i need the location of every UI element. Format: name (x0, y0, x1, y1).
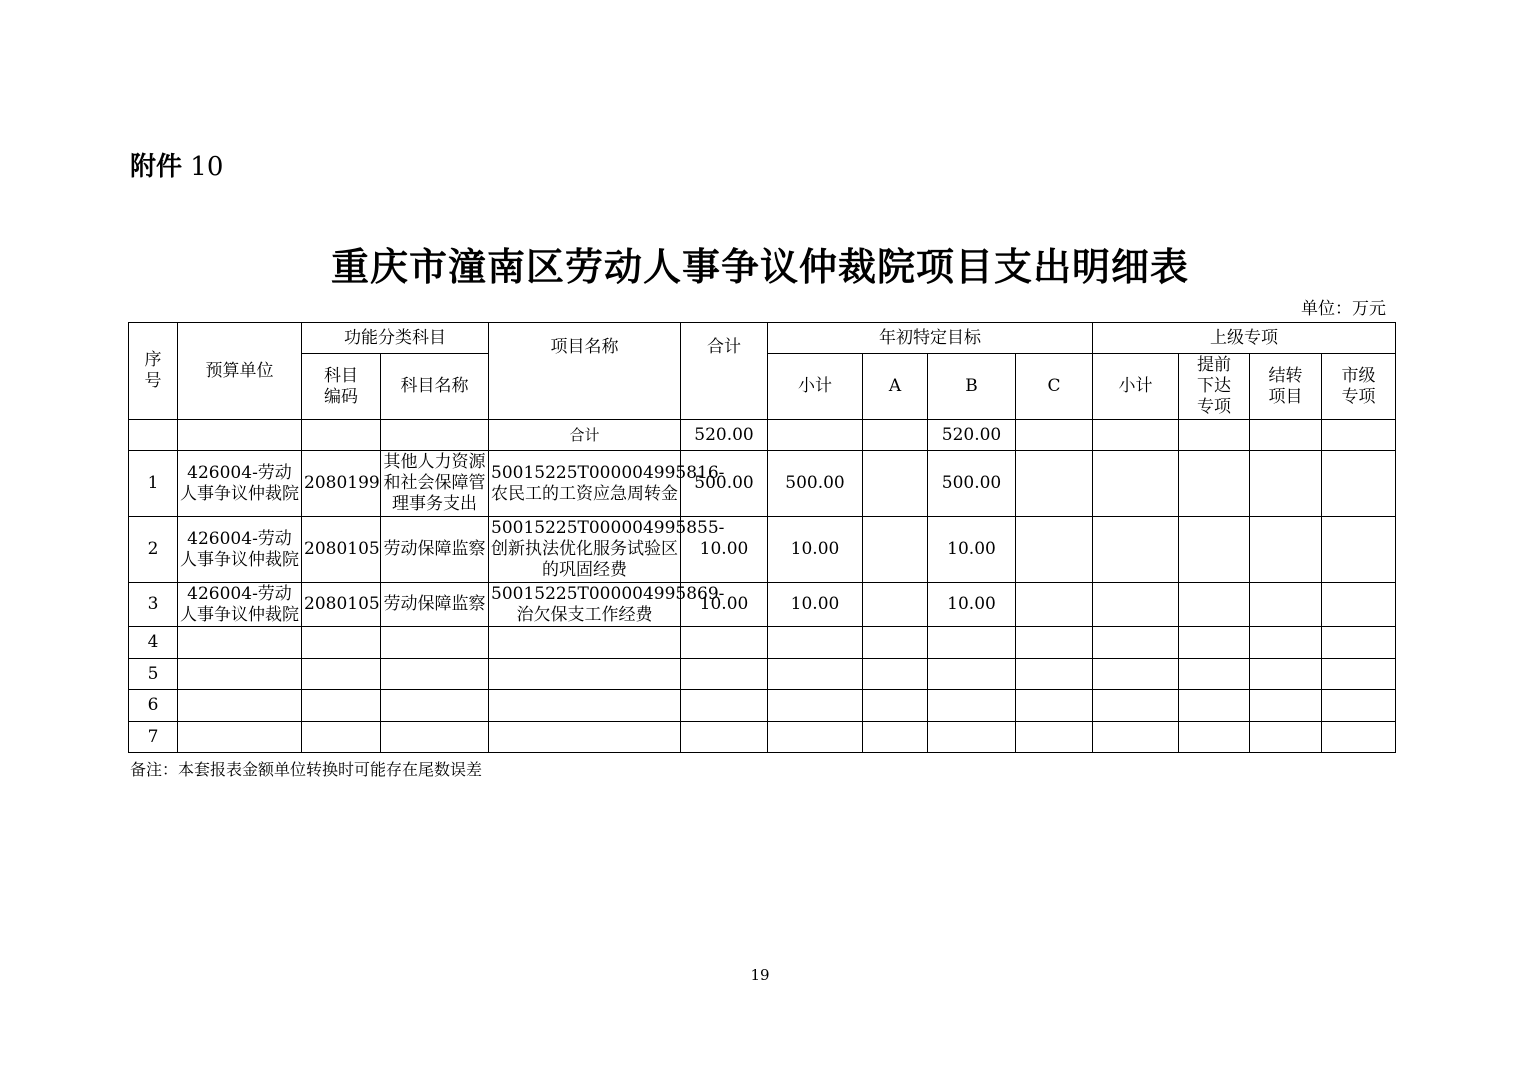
empty-row (129, 690, 1396, 722)
row-code: 2080105 (302, 517, 381, 583)
row-seq: 1 (129, 451, 178, 517)
row-unit: 426004-劳动人事争议仲裁院 (178, 451, 302, 517)
row-unit: 426004-劳动人事争议仲裁院 (178, 517, 302, 583)
header-carryover: 结转项目 (1250, 354, 1322, 420)
empty-row (129, 722, 1396, 753)
header-year-subtotal: 小计 (768, 354, 863, 420)
header-seq: 序号 (129, 323, 178, 420)
row-subject: 劳动保障监察 (381, 583, 489, 627)
row-seq: 5 (129, 659, 178, 690)
row-total: 10.00 (681, 517, 768, 583)
header-project-name: 项目名称 (489, 323, 681, 420)
header-city: 市级专项 (1322, 354, 1396, 420)
row-b: 10.00 (928, 517, 1016, 583)
page-number: 19 (750, 966, 770, 984)
row-seq: 2 (129, 517, 178, 583)
row-project: 50015225T000004995869-治欠保支工作经费 (489, 583, 681, 627)
row-subtotal: 10.00 (768, 583, 863, 627)
row-b: 10.00 (928, 583, 1016, 627)
empty-row (129, 659, 1396, 690)
header-col-a: A (863, 354, 928, 420)
table-row (129, 517, 1396, 583)
header-upper-subtotal: 小计 (1093, 354, 1179, 420)
total-row (129, 420, 1396, 451)
header-year-target: 年初特定目标 (768, 323, 1093, 354)
header-func-category: 功能分类科目 (302, 323, 489, 354)
header-budget-unit: 预算单位 (178, 323, 302, 420)
row-seq: 7 (129, 722, 178, 753)
header-advance: 提前下达专项 (1179, 354, 1250, 420)
table-row (129, 451, 1396, 517)
total-value: 520.00 (681, 420, 768, 451)
table-row (129, 583, 1396, 627)
footnote: 备注：本套报表金额单位转换时可能存在尾数误差 (130, 760, 483, 779)
row-project: 50015225T000004995816-农民工的工资应急周转金 (489, 451, 681, 517)
attachment-label (130, 146, 223, 183)
row-total: 10.00 (681, 583, 768, 627)
header-col-b: B (928, 354, 1016, 420)
header-subject-code: 科目编码 (302, 354, 381, 420)
header-row-1 (129, 323, 1396, 354)
total-b: 520.00 (928, 420, 1016, 451)
row-b: 500.00 (928, 451, 1016, 517)
header-total: 合计 (681, 323, 768, 420)
row-code: 2080105 (302, 583, 381, 627)
row-seq: 4 (129, 627, 178, 659)
row-subject: 其他人力资源和社会保障管理事务支出 (381, 451, 489, 517)
unit-label: 单位：万元 (1301, 299, 1386, 319)
row-project: 50015225T000004995855-创新执法优化服务试验区的巩固经费 (489, 517, 681, 583)
row-seq: 6 (129, 690, 178, 722)
attachment-word: 附件 (130, 152, 183, 182)
row-subtotal: 10.00 (768, 517, 863, 583)
row-subject: 劳动保障监察 (381, 517, 489, 583)
empty-row (129, 627, 1396, 659)
attachment-number: 10 (190, 152, 224, 182)
header-col-c: C (1016, 354, 1093, 420)
row-subtotal: 500.00 (768, 451, 863, 517)
row-unit: 426004-劳动人事争议仲裁院 (178, 583, 302, 627)
page-title: 重庆市潼南区劳动人事争议仲裁院项目支出明细表 (330, 244, 1189, 289)
row-seq: 3 (129, 583, 178, 627)
header-upper-special: 上级专项 (1093, 323, 1396, 354)
total-label: 合计 (489, 420, 681, 451)
budget-table (128, 322, 1396, 753)
header-subject-name: 科目名称 (381, 354, 489, 420)
row-code: 2080199 (302, 451, 381, 517)
row-total: 500.00 (681, 451, 768, 517)
